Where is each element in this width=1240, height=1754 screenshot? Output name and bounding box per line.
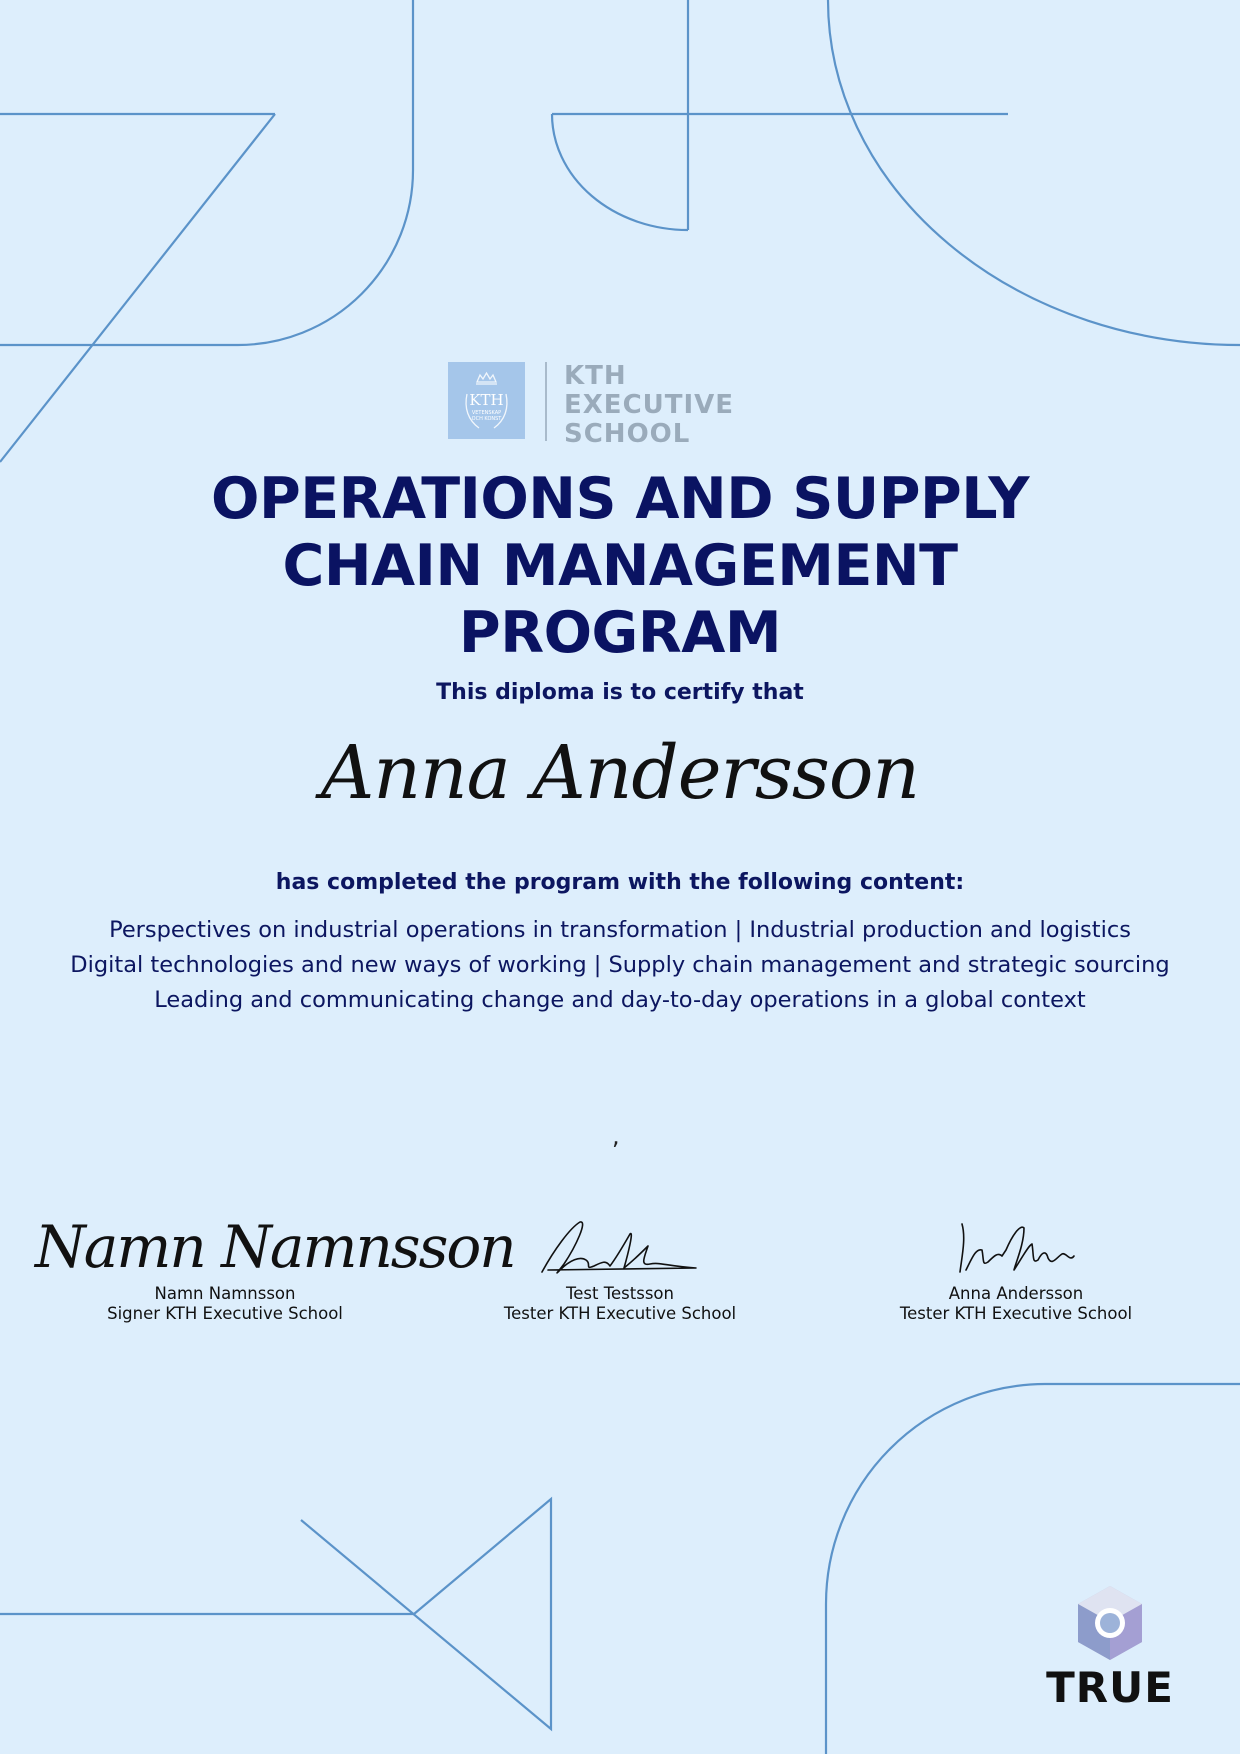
true-hexagon-icon [1040, 1580, 1180, 1664]
signature-image: Namn Namnsson [35, 1213, 515, 1281]
logo-line-2: SCHOOL [564, 419, 691, 449]
signature-block-2 [430, 1210, 810, 1324]
signature-block-1 [35, 1210, 515, 1324]
content-line: Perspectives on industrial operations in transformation | Industrial production and logistics [109, 917, 1131, 943]
program-content [40, 913, 1200, 1018]
certify-text: This diploma is to certify that [436, 680, 804, 705]
logo-divider [545, 362, 547, 441]
svg-text:OCH KONST: OCH KONST [471, 416, 502, 422]
signature-image [826, 1210, 1206, 1284]
signer-name: Test Testsson [566, 1284, 674, 1303]
true-logo [1040, 1580, 1180, 1710]
signer-title: Tester KTH Executive School [899, 1304, 1133, 1323]
kth-seal-icon [448, 362, 525, 439]
content-line: Digital technologies and new ways of working | Supply chain management and strategic sourcing [70, 952, 1170, 978]
logo-wordmark [564, 362, 798, 449]
signature-image [430, 1210, 810, 1284]
signer-name: Namn Namnsson [154, 1284, 296, 1303]
signer-title: Signer KTH Executive School [107, 1304, 343, 1323]
recipient-name: Anna Andersson [320, 730, 920, 816]
date-place: , [612, 1122, 620, 1150]
signature-block-3 [826, 1210, 1206, 1324]
logo-line-1: KTH EXECUTIVE [564, 361, 735, 420]
program-title: OPERATIONS AND SUPPLY CHAIN MANAGEMENT PROGRAM [211, 466, 1029, 666]
content-line: Leading and communicating change and day-to-day operations in a global context [154, 987, 1086, 1013]
true-logo-text: TRUE [1046, 1663, 1174, 1712]
kth-executive-school-logo [448, 361, 798, 449]
signer-title: Tester KTH Executive School [503, 1304, 737, 1323]
completed-text: has completed the program with the following content: [275, 870, 965, 895]
svg-text:VETENSKAP: VETENSKAP [471, 410, 502, 416]
svg-text:KTH: KTH [469, 391, 504, 409]
signer-name: Anna Andersson [948, 1284, 1084, 1303]
